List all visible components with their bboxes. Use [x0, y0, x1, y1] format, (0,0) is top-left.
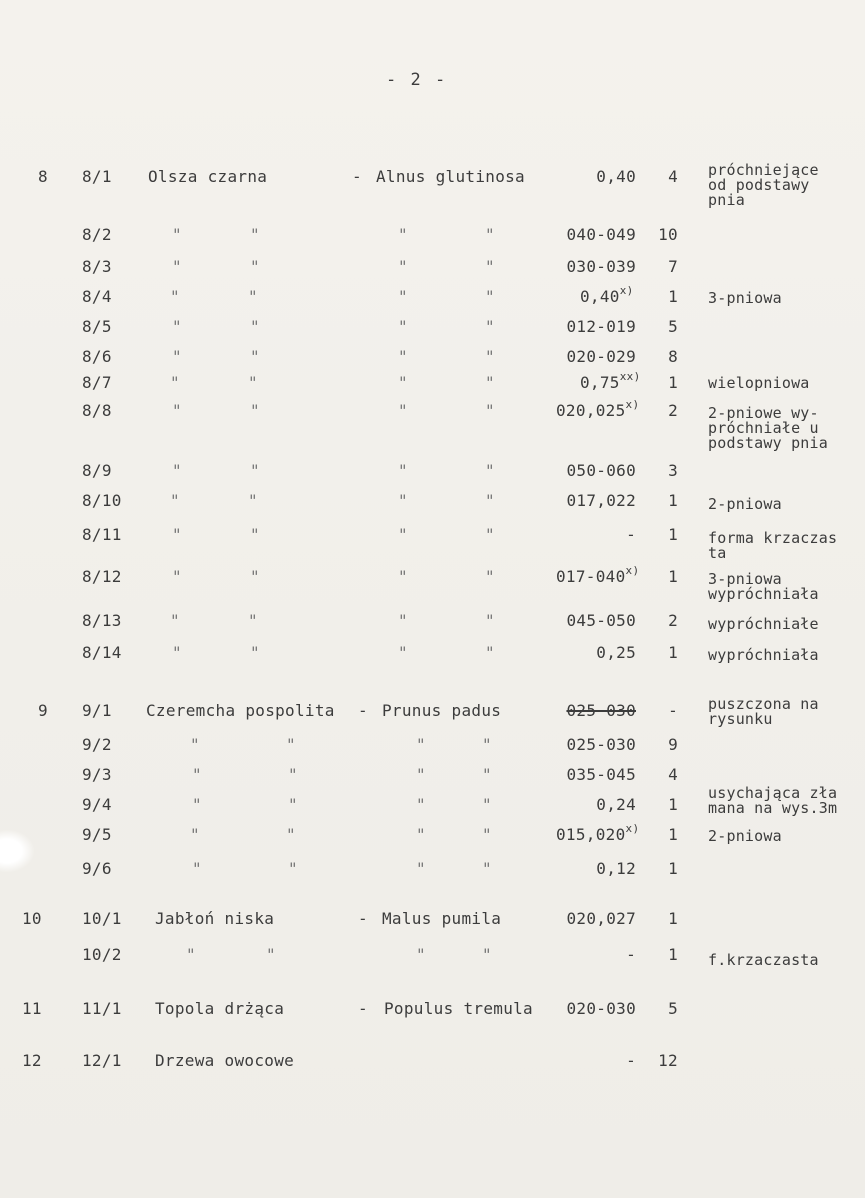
count-value: 4: [668, 167, 678, 186]
ditto-mark: ": [172, 461, 182, 480]
ditto-mark: ": [190, 735, 200, 754]
row-subnumber: 9/1: [82, 701, 112, 720]
ditto-mark: ": [286, 735, 296, 754]
ditto-mark: ": [170, 373, 180, 392]
ditto-mark: ": [398, 611, 408, 630]
ditto-mark: ": [248, 491, 258, 510]
count-value: 1: [668, 567, 678, 586]
diameter-value: 025-030: [566, 701, 636, 720]
ditto-mark: ": [250, 643, 260, 662]
polish-name: Czeremcha pospolita: [146, 701, 335, 720]
row-subnumber: 8/14: [82, 643, 122, 662]
ditto-mark: ": [172, 525, 182, 544]
count-value: 9: [668, 735, 678, 754]
row-subnumber: 8/5: [82, 317, 112, 336]
remarks: 2-pniowa: [708, 827, 782, 845]
diameter-value: 020-029: [566, 347, 636, 366]
group-number: 12: [22, 1051, 42, 1070]
polish-name: Olsza czarna: [148, 167, 268, 186]
ditto-mark: ": [250, 567, 260, 586]
ditto-mark: ": [398, 643, 408, 662]
polish-name: Jabłoń niska: [155, 909, 275, 928]
count-value: 1: [668, 945, 678, 964]
count-value: 12: [658, 1051, 678, 1070]
ditto-mark: ": [250, 317, 260, 336]
footnote-mark: x): [619, 283, 634, 297]
row-subnumber: 8/11: [82, 525, 122, 544]
diameter-value: 040-049: [566, 225, 636, 244]
ditto-mark: ": [172, 317, 182, 336]
row-subnumber: 8/4: [82, 287, 112, 306]
remarks: próchniejące od podstawy pnia: [708, 161, 819, 209]
ditto-mark: ": [398, 525, 408, 544]
ditto-mark: ": [172, 257, 182, 276]
ditto-mark: ": [190, 825, 200, 844]
remarks: wypróchniała: [708, 646, 819, 664]
count-value: 1: [668, 909, 678, 928]
ditto-mark: ": [485, 287, 495, 306]
row-subnumber: 9/5: [82, 825, 112, 844]
count-value: 1: [668, 287, 678, 306]
ditto-mark: ": [482, 825, 492, 844]
ditto-mark: ": [485, 373, 495, 392]
row-subnumber: 9/3: [82, 765, 112, 784]
row-subnumber: 8/7: [82, 373, 112, 392]
ditto-mark: ": [192, 859, 202, 878]
ditto-mark: ": [482, 765, 492, 784]
ditto-mark: ": [172, 401, 182, 420]
footnote-mark: x): [625, 397, 640, 411]
ditto-mark: ": [250, 347, 260, 366]
ditto-mark: ": [288, 859, 298, 878]
ditto-mark: ": [248, 373, 258, 392]
latin-name: Malus pumila: [382, 909, 502, 928]
ditto-mark: ": [288, 795, 298, 814]
remarks: forma krzaczas ta: [708, 529, 838, 562]
dash: -: [358, 909, 368, 928]
ditto-mark: ": [250, 401, 260, 420]
ditto-mark: ": [485, 525, 495, 544]
page-number: - 2 -: [386, 70, 448, 90]
ditto-mark: ": [248, 611, 258, 630]
dash: -: [352, 167, 362, 186]
diameter-value: 020,025$^{x)}$: [556, 397, 640, 420]
row-subnumber: 8/9: [82, 461, 112, 480]
row-subnumber: 10/1: [82, 909, 122, 928]
diameter-value: 025-030: [566, 735, 636, 754]
count-value: 8: [668, 347, 678, 366]
row-subnumber: 12/1: [82, 1051, 122, 1070]
remarks: puszczona na rysunku: [708, 695, 819, 728]
count-value: 10: [658, 225, 678, 244]
diameter-value: 0,25: [596, 643, 636, 662]
latin-name: Populus tremula: [384, 999, 533, 1018]
row-subnumber: 8/6: [82, 347, 112, 366]
ditto-mark: ": [172, 567, 182, 586]
row-subnumber: 8/1: [82, 167, 112, 186]
ditto-mark: ": [416, 735, 426, 754]
ditto-mark: ": [172, 347, 182, 366]
diameter-value: 045-050: [566, 611, 636, 630]
group-number: 9: [38, 701, 48, 720]
count-value: 1: [668, 643, 678, 662]
diameter-value: 0,12: [596, 859, 636, 878]
row-subnumber: 8/13: [82, 611, 122, 630]
ditto-mark: ": [416, 795, 426, 814]
ditto-mark: ": [266, 945, 276, 964]
ditto-mark: ": [398, 287, 408, 306]
ditto-mark: ": [250, 525, 260, 544]
ditto-mark: ": [485, 643, 495, 662]
row-subnumber: 10/2: [82, 945, 122, 964]
ditto-mark: ": [485, 347, 495, 366]
remarks: usychająca zła mana na wys.3m: [708, 784, 838, 817]
ditto-mark: ": [172, 225, 182, 244]
ditto-mark: ": [186, 945, 196, 964]
count-value: 1: [668, 373, 678, 392]
row-subnumber: 11/1: [82, 999, 122, 1018]
ditto-mark: ": [250, 257, 260, 276]
diameter-value: -: [626, 1051, 636, 1070]
diameter-value: -: [626, 525, 636, 544]
ditto-mark: ": [398, 347, 408, 366]
count-value: 4: [668, 765, 678, 784]
diameter-value: 012-019: [566, 317, 636, 336]
dash: -: [358, 999, 368, 1018]
latin-name: Prunus padus: [382, 701, 502, 720]
ditto-mark: ": [170, 611, 180, 630]
footnote-mark: xx): [619, 369, 641, 383]
ditto-mark: ": [170, 491, 180, 510]
ditto-mark: ": [485, 461, 495, 480]
diameter-value: 017-040$^{x)}$: [556, 563, 640, 586]
diameter-value: 020-030: [566, 999, 636, 1018]
ditto-mark: ": [416, 825, 426, 844]
remarks: 3-pniowa wypróchniała: [708, 570, 819, 603]
remarks: wypróchniałe: [708, 615, 819, 633]
ditto-mark: ": [416, 765, 426, 784]
ditto-mark: ": [192, 795, 202, 814]
diameter-value: 020,027: [566, 909, 636, 928]
polish-name: Topola drżąca: [155, 999, 285, 1018]
count-value: 1: [668, 525, 678, 544]
row-subnumber: 8/10: [82, 491, 122, 510]
ditto-mark: ": [398, 317, 408, 336]
ditto-mark: ": [485, 611, 495, 630]
ditto-mark: ": [398, 257, 408, 276]
ditto-mark: ": [248, 287, 258, 306]
dash: -: [358, 701, 368, 720]
row-subnumber: 8/12: [82, 567, 122, 586]
remarks: 2-pniowa: [708, 495, 782, 513]
count-value: 1: [668, 825, 678, 844]
latin-name: Alnus glutinosa: [376, 167, 525, 186]
remarks: wielopniowa: [708, 374, 810, 392]
row-subnumber: 9/2: [82, 735, 112, 754]
ditto-mark: ": [485, 257, 495, 276]
ditto-mark: ": [288, 765, 298, 784]
ditto-mark: ": [286, 825, 296, 844]
row-subnumber: 8/8: [82, 401, 112, 420]
ditto-mark: ": [250, 461, 260, 480]
diameter-value: 0,40$^{x)}$: [580, 283, 634, 306]
group-number: 8: [38, 167, 48, 186]
ditto-mark: ": [482, 945, 492, 964]
count-value: 5: [668, 317, 678, 336]
ditto-mark: ": [398, 373, 408, 392]
ditto-mark: ": [398, 401, 408, 420]
ditto-mark: ": [398, 491, 408, 510]
group-number: 11: [22, 999, 42, 1018]
count-value: 1: [668, 859, 678, 878]
ditto-mark: ": [416, 945, 426, 964]
ditto-mark: ": [482, 859, 492, 878]
row-subnumber: 9/6: [82, 859, 112, 878]
row-subnumber: 8/2: [82, 225, 112, 244]
diameter-value: 017,022: [566, 491, 636, 510]
diameter-value: 035-045: [566, 765, 636, 784]
count-value: 1: [668, 795, 678, 814]
ditto-mark: ": [398, 461, 408, 480]
ditto-mark: ": [172, 643, 182, 662]
remarks: f.krzaczasta: [708, 951, 819, 969]
count-value: 7: [668, 257, 678, 276]
ditto-mark: ": [485, 225, 495, 244]
group-number: 10: [22, 909, 42, 928]
diameter-value: -: [626, 945, 636, 964]
diameter-value: 0,40: [596, 167, 636, 186]
count-value: -: [668, 701, 678, 720]
polish-name: Drzewa owocowe: [155, 1051, 295, 1070]
remarks: 2-pniowe wy- próchniałe u podstawy pnia: [708, 404, 828, 452]
footnote-mark: x): [625, 821, 640, 835]
row-subnumber: 8/3: [82, 257, 112, 276]
ditto-mark: ": [170, 287, 180, 306]
count-value: 3: [668, 461, 678, 480]
footnote-mark: x): [625, 563, 640, 577]
ditto-mark: ": [485, 401, 495, 420]
count-value: 2: [668, 401, 678, 420]
ditto-mark: ": [485, 567, 495, 586]
paper-fold-mark: [0, 830, 34, 872]
ditto-mark: ": [192, 765, 202, 784]
diameter-value: 0,24: [596, 795, 636, 814]
ditto-mark: ": [250, 225, 260, 244]
ditto-mark: ": [416, 859, 426, 878]
diameter-value: 050-060: [566, 461, 636, 480]
diameter-value: 030-039: [566, 257, 636, 276]
ditto-mark: ": [485, 491, 495, 510]
ditto-mark: ": [398, 567, 408, 586]
ditto-mark: ": [482, 795, 492, 814]
row-subnumber: 9/4: [82, 795, 112, 814]
remarks: 3-pniowa: [708, 289, 782, 307]
diameter-value: 0,75$^{xx)}$: [580, 369, 641, 392]
count-value: 1: [668, 491, 678, 510]
ditto-mark: ": [398, 225, 408, 244]
count-value: 5: [668, 999, 678, 1018]
ditto-mark: ": [482, 735, 492, 754]
count-value: 2: [668, 611, 678, 630]
diameter-value: 015,020$^{x)}$: [556, 821, 640, 844]
ditto-mark: ": [485, 317, 495, 336]
